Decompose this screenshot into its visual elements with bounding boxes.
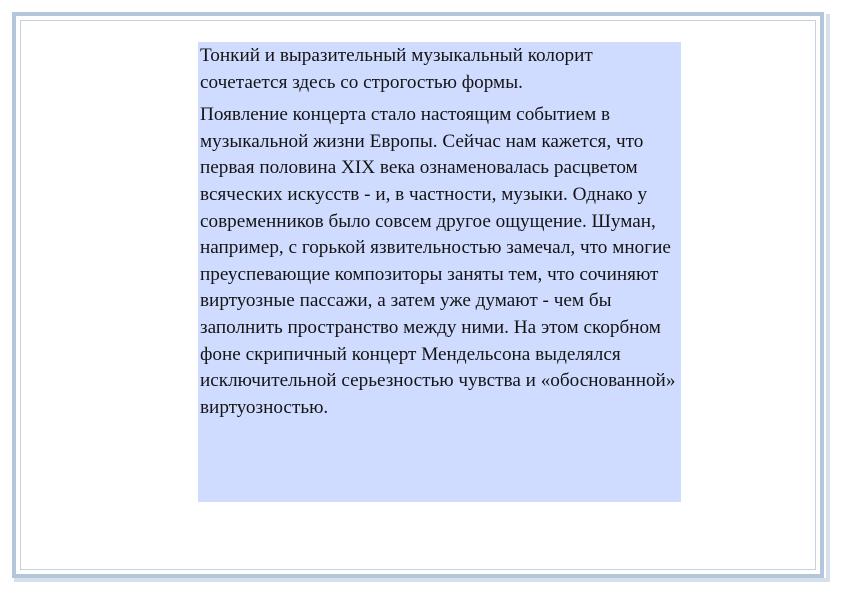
paragraph-intro: Тонкий и выразительный музыкальный колорит сочетается здесь со строгостью формы. — [200, 45, 593, 93]
frame-shadow-bottom — [14, 578, 830, 582]
frame-shadow-right — [826, 14, 830, 582]
text-box — [198, 42, 681, 502]
paragraph-main: Появление концерта стало настоящим событием в музыкальной жизни Европы. Сейчас нам кажется, что первая половина XIX века ознаменовалась расцветом всяческих искусств - и, в частности, музыки. Однако у современников было совсем другое ощущение. Шуман, например, с горькой язвительностью замечал, что многие преуспевающие композиторы заняты тем, что сочиняют виртуозные пассажи, а затем уже думают - чем бы заполнить пространство между ними. На этом скорбном фоне скрипичный концерт Мендельсона выделялся исключительной серьезностью чувства и «обоснованной» виртуозностью. — [200, 104, 676, 418]
